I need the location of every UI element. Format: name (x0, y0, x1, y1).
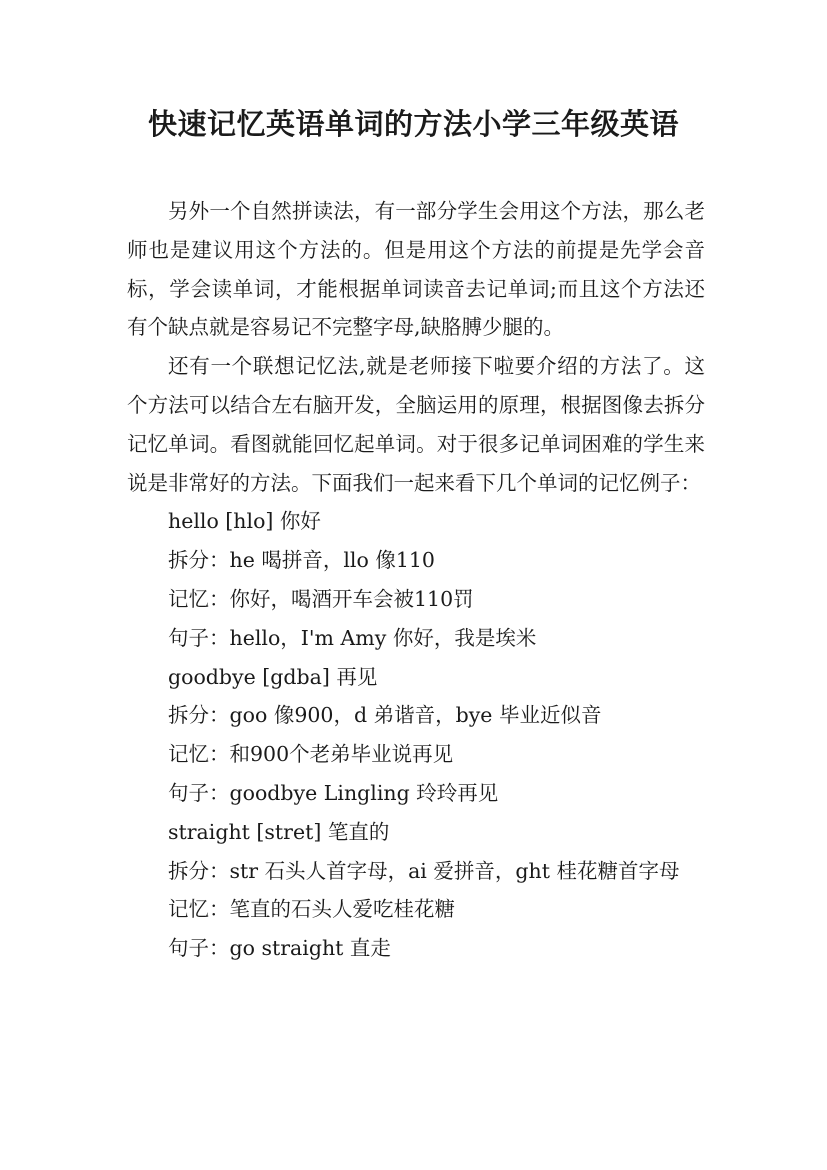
example-word-straight: straight [stret] 笔直的 (168, 819, 390, 844)
example-split-goodbye: 拆分：goo 像900，d 弟谐音，bye 毕业近似音 (168, 703, 602, 728)
example-word-goodbye: goodbye [gdba] 再见 (168, 664, 378, 689)
document-title: 快速记忆英语单词的方法小学三年级英语 (147, 107, 679, 141)
example-split-straight: 拆分：str 石头人首字母，ai 爱拼音，ght 桂花糖首字母 (168, 858, 680, 883)
paragraph-phonics: 另外一个自然拼读法，有一部分学生会用这个方法，那么老师也是建议用这个方法的。但是用这个方法的前提是先学会音标，学会读单词，才能根据单词读音去记单词;而且这个方法还有个缺点就是容易记不完整字母,缺胳膊少腿的。 (127, 199, 705, 340)
document-body (127, 192, 705, 968)
example-memory-hello: 记忆：你好，喝酒开车会被110罚 (168, 586, 474, 611)
paragraph-association: 还有一个联想记忆法,就是老师接下啦要介绍的方法了。这个方法可以结合左右脑开发，全脑运用的原理，根据图像去拆分记忆单词。看图就能回忆起单词。对于很多记单词困难的学生来说是非常好的方法。下面我们一起来看下几个单词的记忆例子： (127, 354, 705, 495)
example-sentence-straight: 句子：go straight 直走 (168, 936, 391, 961)
example-memory-straight: 记忆：笔直的石头人爱吃桂花糖 (168, 897, 455, 922)
example-memory-goodbye: 记忆：和900个老弟毕业说再见 (168, 742, 454, 767)
example-sentence-hello: 句子：hello，I'm Amy 你好，我是埃米 (168, 625, 537, 650)
example-sentence-goodbye: 句子：goodbye Lingling 玲玲再见 (168, 780, 499, 805)
example-split-hello: 拆分：he 喝拼音，llo 像110 (168, 548, 435, 573)
example-word-hello: hello [hlo] 你好 (168, 509, 321, 534)
